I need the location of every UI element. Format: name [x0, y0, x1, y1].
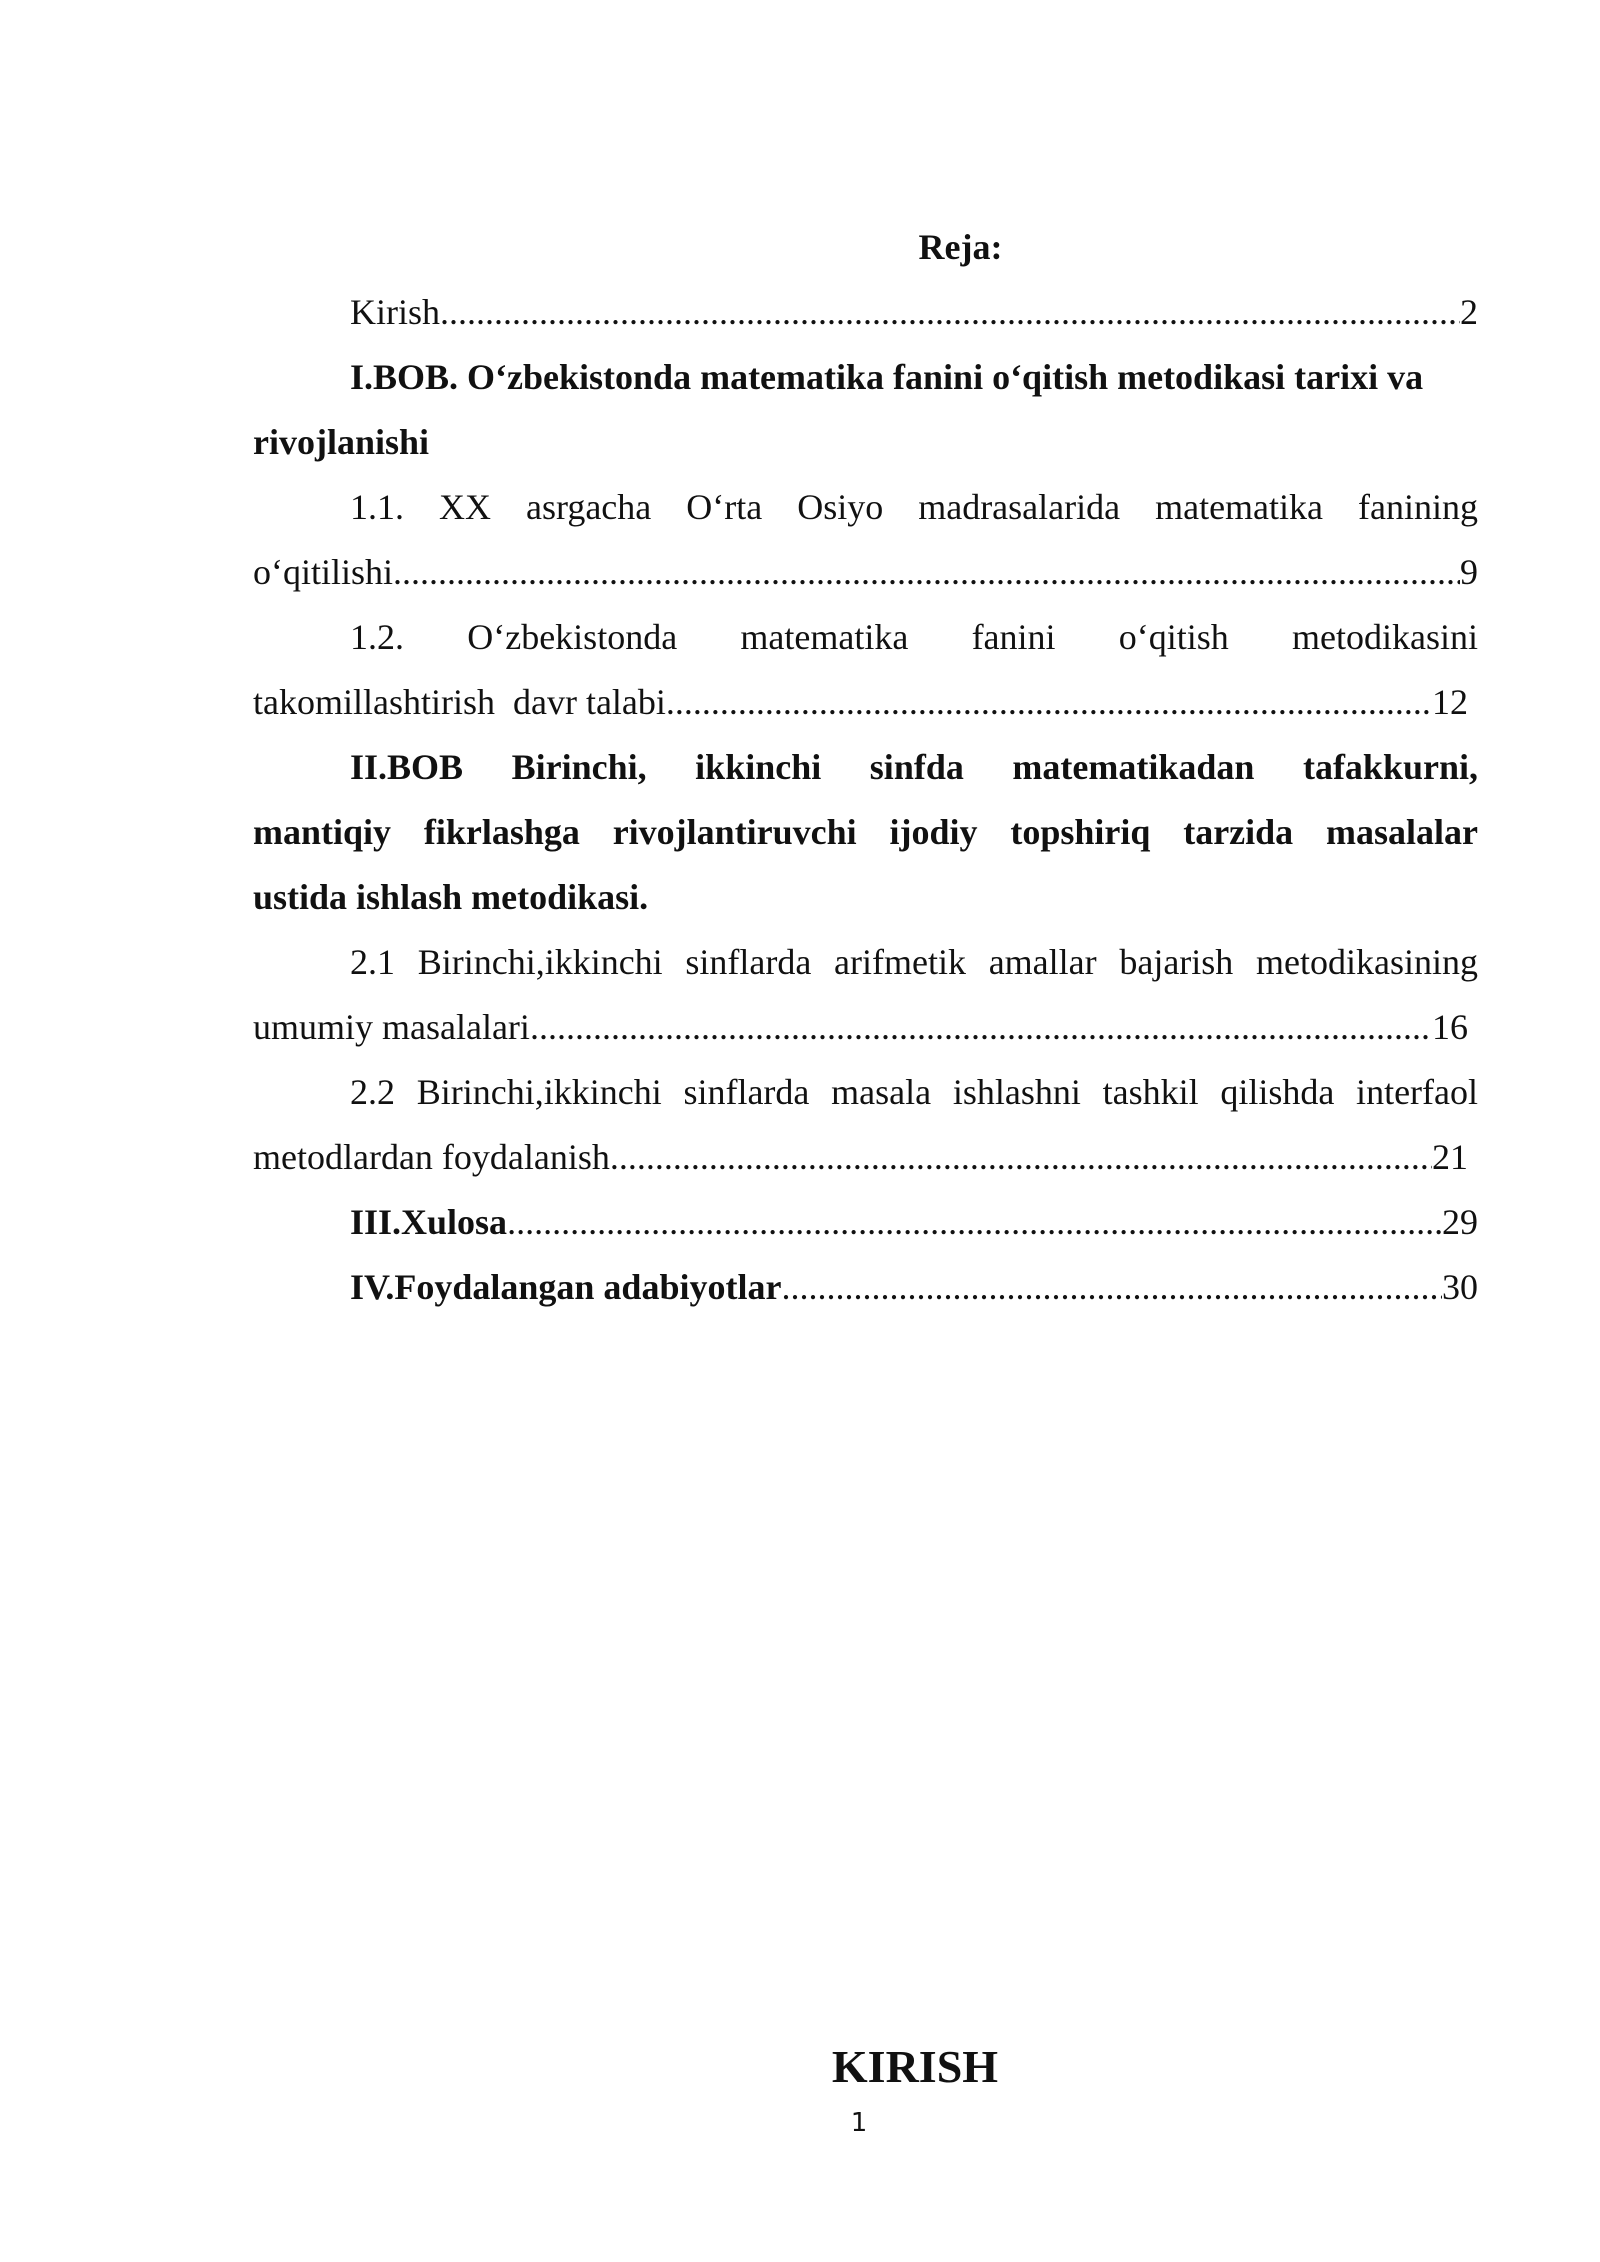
dot-leader	[393, 540, 1460, 605]
section-title: 2.1 Birinchi,ikkinchi sinflarda arifmetik amallar bajarish metodikasining	[350, 942, 1478, 982]
toc-entry-label: IV.Foydalangan adabiyotlar	[350, 1267, 782, 1307]
toc-section-2-2	[253, 1060, 1478, 1125]
chapter-title-end: ustida ishlash metodikasi.	[253, 877, 649, 917]
chapter-label: I.BOB	[350, 357, 450, 397]
toc-entry-label: III.Xulosa	[350, 1202, 508, 1242]
toc-section-1-1	[253, 475, 1478, 540]
dot-leader	[530, 995, 1432, 1060]
section-heading-kirish: KIRISH	[831, 2041, 999, 2092]
toc-page-number: 29	[1442, 1202, 1478, 1242]
chapter-title: II.BOB Birinchi, ikkinchi sinfda matematikadan tafakkurni,	[350, 747, 1478, 787]
section-title-cont: takomillashtirish davr talabi	[253, 682, 666, 722]
chapter-title-cont: rivojlanishi	[253, 422, 430, 462]
dot-leader	[507, 1190, 1442, 1255]
toc-chapter-2	[253, 735, 1478, 800]
dot-leader	[781, 1255, 1442, 1320]
toc-entry-xulosa	[253, 1190, 1478, 1255]
toc-page-number: 21	[1432, 1137, 1468, 1177]
toc-entry-adabiyotlar	[253, 1255, 1478, 1320]
table-of-contents	[253, 215, 1478, 1320]
dot-leader	[666, 670, 1432, 735]
section-title: 2.2 Birinchi,ikkinchi sinflarda masala ishlashni tashkil qilishda interfaol	[350, 1072, 1478, 1112]
section-title: 1.2. O‘zbekistonda matematika fanini o‘qitish metodikasini	[350, 617, 1478, 657]
toc-chapter-1	[253, 345, 1478, 410]
toc-section-1-2-cont	[253, 670, 1478, 735]
toc-section-2-1-cont	[253, 995, 1478, 1060]
toc-entry-kirish	[253, 280, 1478, 345]
toc-chapter-1-cont	[253, 410, 1478, 475]
chapter-title: . O‘zbekistonda matematika fanini o‘qitish metodikasi tarixi va	[449, 357, 1424, 397]
dot-leader	[440, 280, 1460, 345]
section-title-cont: metodlardan foydalanish	[253, 1137, 610, 1177]
section-title-cont: o‘qitilishi	[253, 552, 394, 592]
toc-page-number: 12	[1432, 682, 1468, 722]
toc-entry-label: Kirish	[350, 292, 440, 332]
toc-page-number: 16	[1432, 1007, 1468, 1047]
toc-page-number: 9	[1460, 552, 1478, 592]
toc-page-number: 30	[1442, 1267, 1478, 1307]
toc-section-1-2	[253, 605, 1478, 670]
toc-section-2-2-cont	[253, 1125, 1478, 1190]
toc-page-number: 2	[1460, 292, 1478, 332]
chapter-title-cont: mantiqiy fikrlashga rivojlantiruvchi ijodiy topshiriq tarzida masalalar	[253, 812, 1478, 852]
toc-section-1-1-cont	[253, 540, 1478, 605]
toc-chapter-2-end	[253, 865, 1478, 930]
toc-section-2-1	[253, 930, 1478, 995]
toc-title: Reja:	[918, 227, 1003, 267]
page-number: 1	[850, 2108, 868, 2138]
dot-leader	[610, 1125, 1432, 1190]
section-title-cont: umumiy masalalari	[253, 1007, 530, 1047]
section-title: 1.1. XX asrgacha O‘rta Osiyo madrasalarida matematika fanining	[350, 487, 1478, 527]
toc-chapter-2-cont	[253, 800, 1478, 865]
